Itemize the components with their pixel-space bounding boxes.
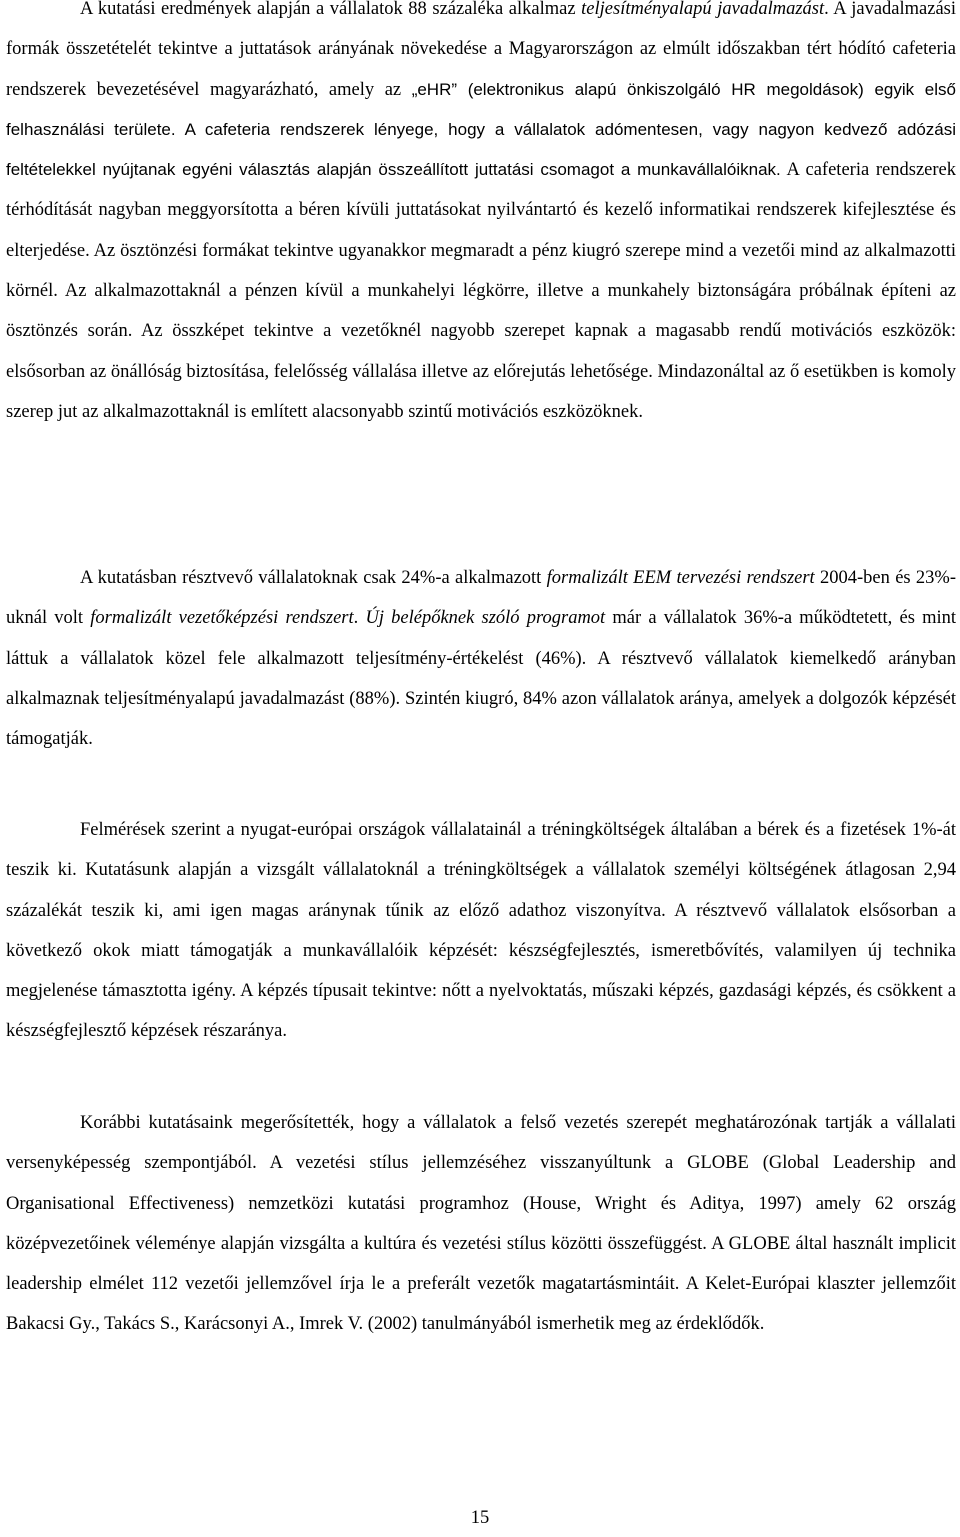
text-segment: formalizált EEM tervezési rendszert <box>546 568 815 588</box>
text-segment: A kutatási eredmények alapján a vállalatok 88 százaléka alkalmaz <box>80 0 582 19</box>
paragraph-2 <box>6 558 956 759</box>
text-segment: Korábbi kutatásaink megerősítették, hogy a vállalatok a felső vezetés szerepét meghatározónak tartják a vállalati versenyképesség szempontjából. A vezetési stílus jellemzéséhez visszanyúltunk a GLOBE (Global Leadership and Organisational Effectiveness) nemzetközi kutatási programhoz (House, Wright és Aditya, 1997) amely 62 ország középvezetőinek véleménye alapján vizsgálta a kultúra és vezetési stílus közötti összefüggést. A GLOBE által használt implicit leadership elmélet 112 vezetői jellemzővel írja le a preferált vezetők magatartásmintáit. A Kelet-Európai klaszter jellemzőit Bakacsi Gy., Takács S., Karácsonyi A., Imrek V. (2002) tanulmányából ismerhetik meg az érdeklődők. <box>6 1113 956 1335</box>
text-segment: A cafeteria rendszerek térhódítását nagyban meggyorsította a béren kívüli juttatásokat nyilvántartó és kezelő informatikai rendszerek kifejlesztése és elterjedése. Az ösztönzési formákat tekintve ugyanakkor megmaradt a pénz kiugró szerepe mind a vezetői mind az alkalmazotti körnél. Az alkalmazottaknál a pénzen kívül a munkahelyi légkörre, illetve a munkahely biztonságára próbálnak építeni az ösztönzés során. Az összképet tekintve a vezetőknél nagyobb szerepet kapnak a magasabb rendű motivációs eszközök: elsősorban az önállóság biztosítása, felelősség vállalása illetve az előrejutás lehetősége. Mindazonáltal az ő esetükben is komoly szerep jut az alkalmazottaknál is említett alacsonyabb szintű motivációs eszközöknek. <box>6 160 956 422</box>
paragraph-4 <box>6 1103 956 1345</box>
text-segment: „eHR” (elektronikus alapú önkiszolgáló HR megoldások) egyik első felhasználási területe. A cafeteria rendszerek lényege, hogy a vállalatok adómentesen, vagy nagyon kedvező adózási feltételekkel nyújtanak egyéni választás alapján összeállított juttatási csomagot a munkavállalóiknak. <box>6 79 956 180</box>
paragraph-1 <box>6 0 956 432</box>
text-segment: Új belépőknek szóló programot <box>365 608 606 629</box>
text-segment: formalizált vezetőképzési rendszert <box>90 608 354 629</box>
text-segment: . A javadalmazási formák összetételét tekintve a juttatások arányának növekedése a Magyarországon az elmúlt időszakban tért hódító cafeteria rendszerek bevezetésével magyarázható, amely az <box>6 0 956 100</box>
text-segment: Felmérések szerint a nyugat-európai országok vállalatainál a tréningköltségek általában a bérek és a fizetések 1%-át teszik ki. Kutatásunk alapján a vizsgált vállalatoknál a tréningköltségek a vállalatok személyi költségének átlagosan 2,94 százalékát teszik ki, ami igen magas aránynak tűnik az előző adathoz viszonyítva. A résztvevő vállalatok elsősorban a következő okok miatt támogatják a munkavállalóik képzését: készségfejlesztés, ismeretbővítés, valamilyen új technika megjelenése támasztotta igény. A képzés típusait tekintve: nőtt a nyelvoktatás, műszaki képzés, gazdasági képzés, és csökkent a készségfejlesztő képzések részaránya. <box>6 820 956 1042</box>
text-segment: A kutatásban résztvevő vállalatoknak csak 24%-a alkalmazott <box>80 568 547 588</box>
paragraph-3 <box>6 810 956 1052</box>
text-segment: 2004-ben és 23%-uknál volt <box>6 568 956 629</box>
page-number: 15 <box>470 1508 490 1528</box>
text-segment: teljesítményalapú javadalmazást <box>581 0 825 19</box>
text-segment: . <box>353 608 366 629</box>
text-segment: már a vállalatok 36%-a működtetett, és mint láttuk a vállalatok közel fele alkalmazott teljesítmény-értékelést (46%). A résztvevő vállalatok kiemelkedő arányban alkalmaznak teljesítményalapú javadalmazást (88%). Szintén kiugró, 84% azon vállalatok aránya, amelyek a dolgozók képzését támogatják. <box>6 608 956 750</box>
